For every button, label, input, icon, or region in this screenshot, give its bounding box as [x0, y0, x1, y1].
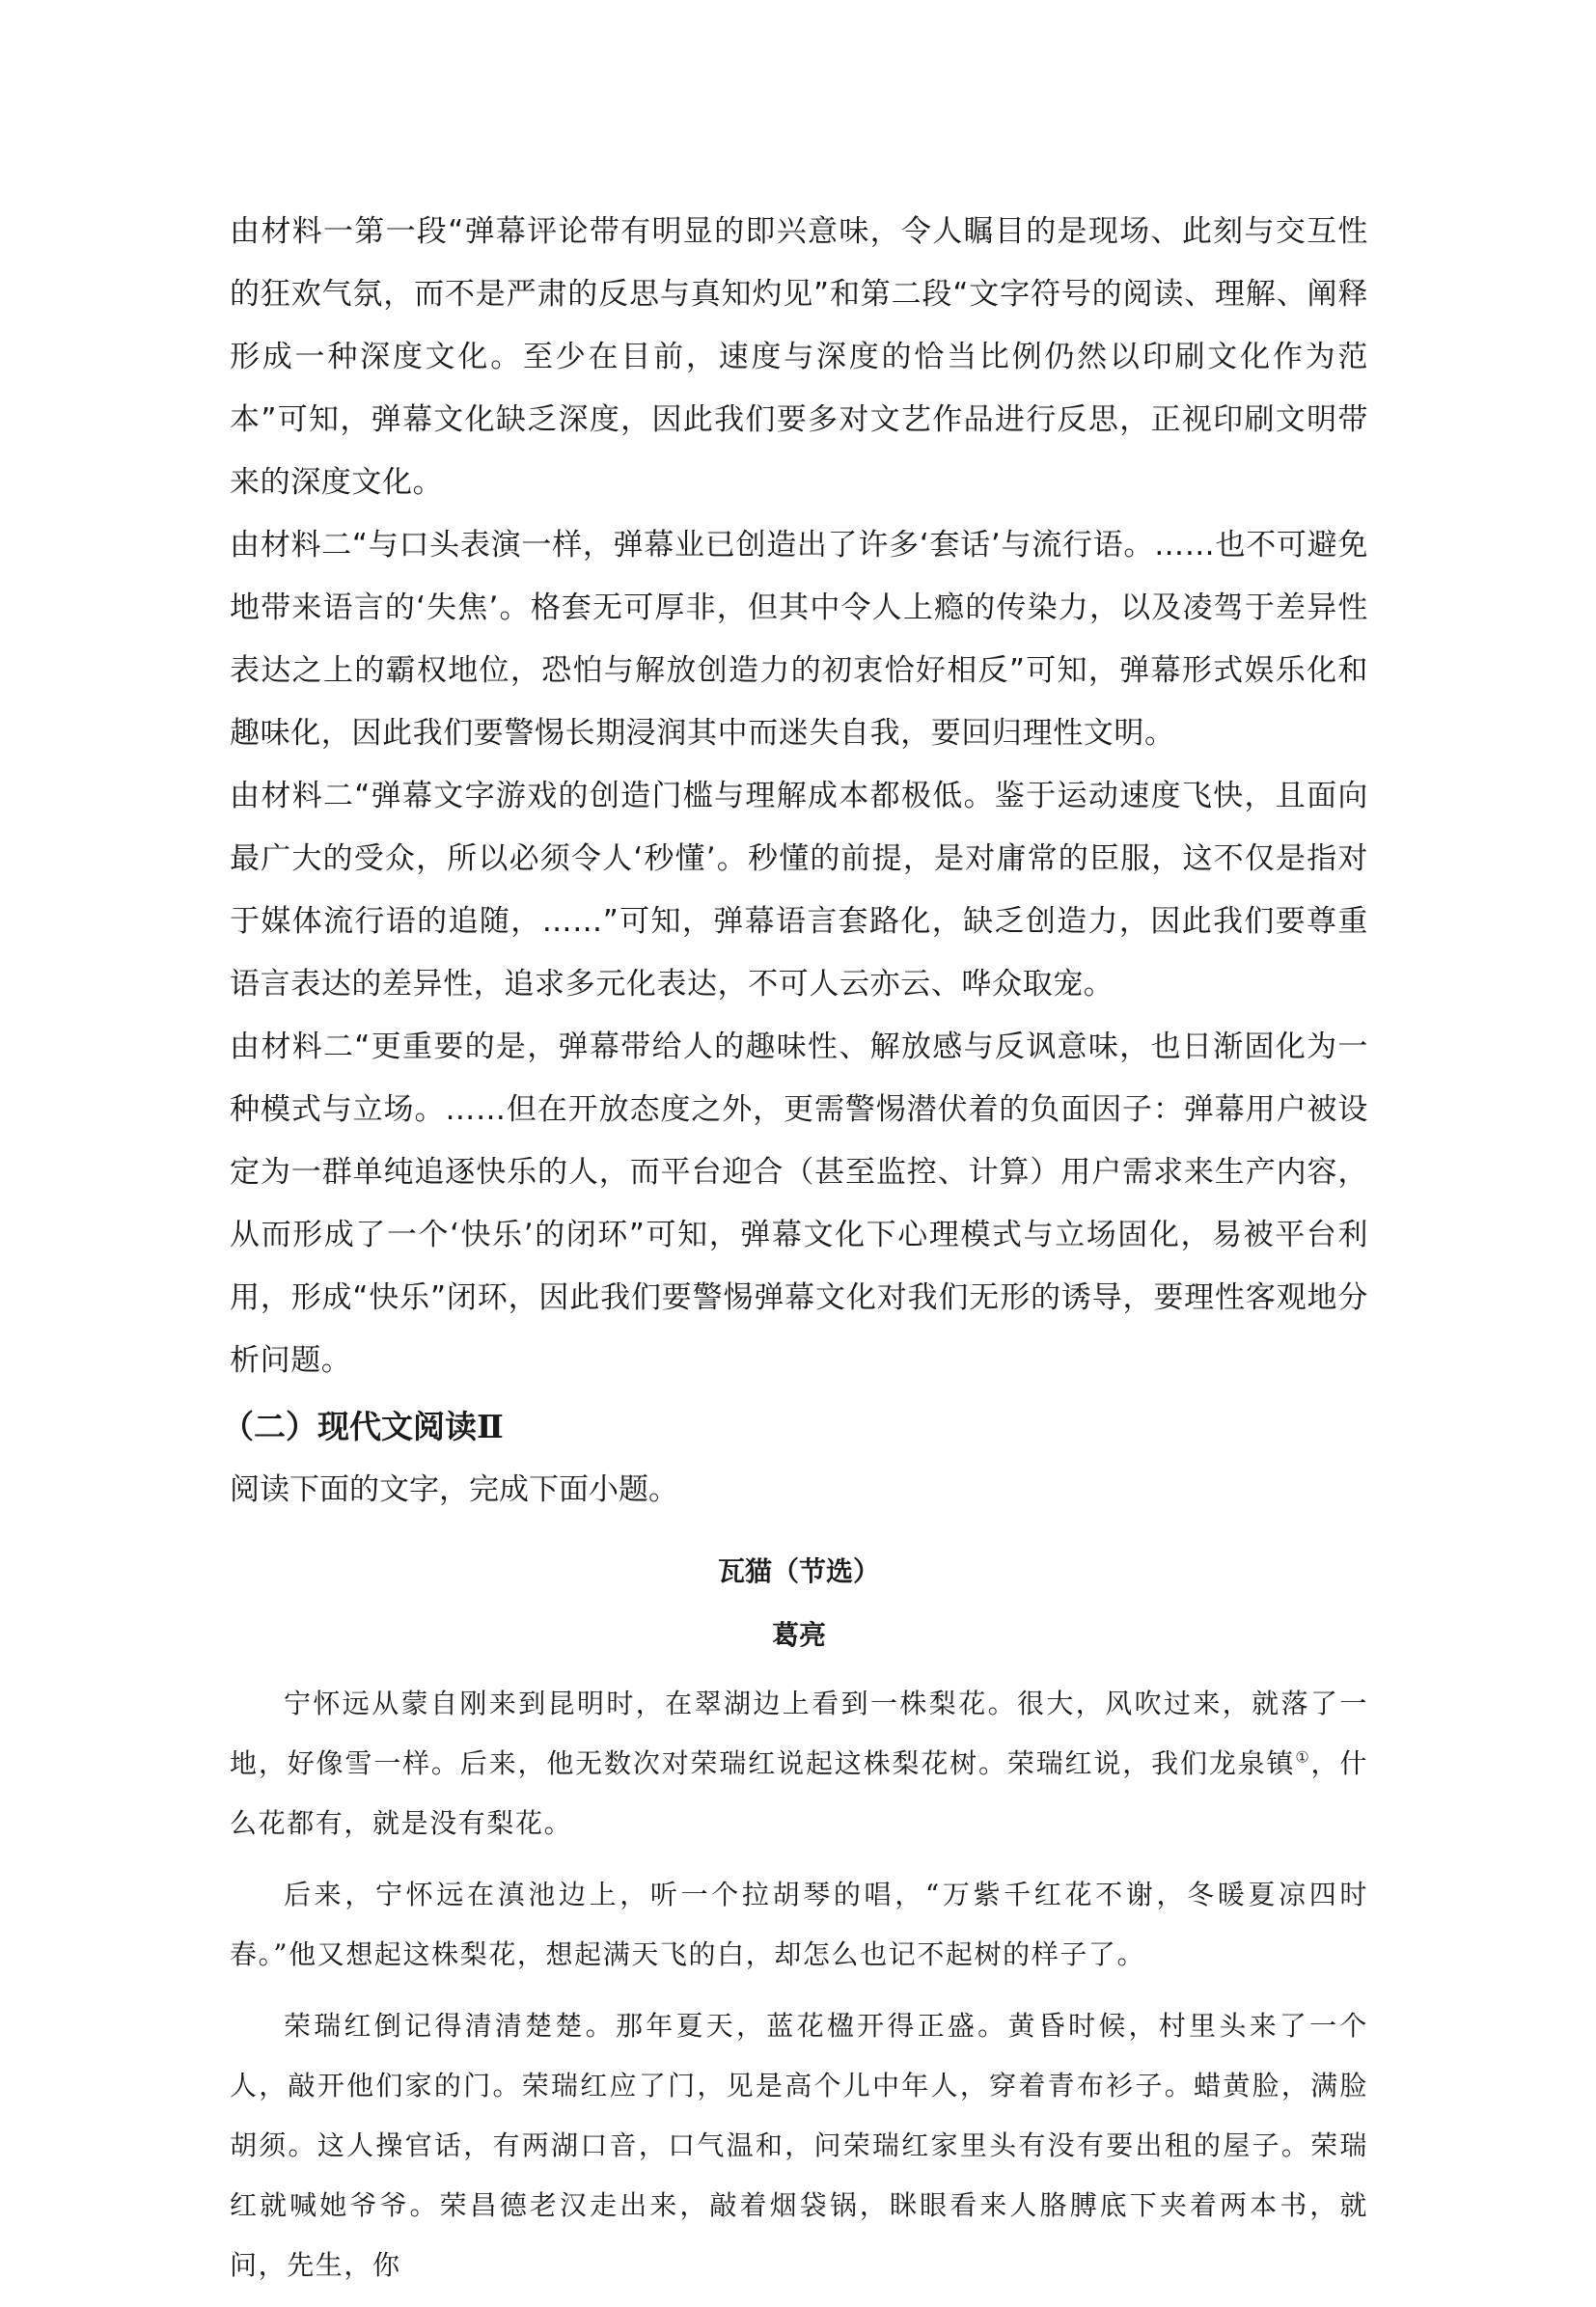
- analysis-paragraph-1: 由材料一第一段“弹幕评论带有明显的即兴意味，令人瞩目的是现场、此刻与交互性的狂欢气氛，而不是严肃的反思与真知灼见”和第二段“文字符号的阅读、理解、阐释形成一种深度文化。至少在目前，速度与深度的恰当比例仍然以印刷文化作为范本”可知，弹幕文化缺乏深度，因此我们要多对文艺作品进行反思，正视印刷文明带来的深度文化。: [230, 214, 1368, 500]
- section-title: （二）现代文阅读Ⅱ: [222, 1408, 504, 1445]
- reading-instruction: 阅读下面的文字，完成下面小题。: [230, 1472, 678, 1507]
- story-author: 葛亮: [771, 1619, 826, 1651]
- document-page: [222, 201, 1368, 2307]
- analysis-section: [230, 201, 1368, 1392]
- story-title: 瓦猫（节选）: [717, 1555, 880, 1587]
- analysis-paragraph-3: 由材料二“弹幕文字游戏的创造门槛与理解成本都极低。鉴于运动速度飞快，且面向最广大的受众，所以必须令人‘秒懂’。秒懂的前提，是对庸常的臣服，这不仅是指对于媒体流行语的追随，……”可知，弹幕语言套路化，缺乏创造力，因此我们要尊重语言表达的差异性，追求多元化表达，不可人云亦云、哗众取宠。: [230, 779, 1368, 1002]
- story-paragraph-3: 荣瑞红倒记得清清楚楚。那年夏天，蓝花楹开得正盛。黄昏时候，村里头来了一个人，敲开他们家的门。荣瑞红应了门，见是高个儿中年人，穿着青布衫子。蜡黄脸，满脸胡须。这人操官话，有两湖口音，口气温和，问荣瑞红家里头有没有要出租的屋子。荣瑞红就喊她爷爷。荣昌德老汉走出来，敲着烟袋锅，眯眼看来人胳膊底下夹着两本书，就问，先生，你: [230, 2010, 1368, 2281]
- footnote-marker: ①: [1295, 1747, 1311, 1767]
- story-paragraph-1-text-b: ，什么花都有，就是没有梨花。: [230, 1747, 1368, 1839]
- story-paragraph-1: [230, 1674, 1368, 1854]
- story-paragraph-1-text-a: 宁怀远从蒙自刚来到昆明时，在翠湖边上看到一株梨花。很大，风吹过来，就落了一地，好像雪一样。后来，他无数次对荣瑞红说起这株梨花树。荣瑞红说，我们龙泉镇: [230, 1688, 1368, 1779]
- analysis-paragraph-4: 由材料二“更重要的是，弹幕带给人的趣味性、解放感与反讽意味，也日渐固化为一种模式与立场。……但在开放态度之外，更需警惕潜伏着的负面因子：弹幕用户被设定为一群单纯追逐快乐的人，而平台迎合（甚至监控、计算）用户需求来生产内容，从而形成了一个‘快乐’的闭环”可知，弹幕文化下心理模式与立场固化，易被平台利用，形成“快乐”闭环，因此我们要警惕弹幕文化对我们无形的诱导，要理性客观地分析问题。: [230, 1030, 1368, 1378]
- story-excerpt: [230, 1543, 1368, 2295]
- analysis-paragraph-2: 由材料二“与口头表演一样，弹幕业已创造出了许多‘套话’与流行语。……也不可避免地带来语言的‘失焦’。格套无可厚非，但其中令人上瘾的传染力，以及凌驾于差异性表达之上的霸权地位，恐怕与解放创造力的初衷恰好相反”可知，弹幕形式娱乐化和趣味化，因此我们要警惕长期浸润其中而迷失自我，要回归理性文明。: [230, 528, 1368, 751]
- story-paragraph-2: 后来，宁怀远在滇池边上，听一个拉胡琴的唱，“万紫千红花不谢，冬暖夏凉四时春。”他又想起这株梨花，想起满天飞的白，却怎么也记不起树的样子了。: [230, 1879, 1368, 1970]
